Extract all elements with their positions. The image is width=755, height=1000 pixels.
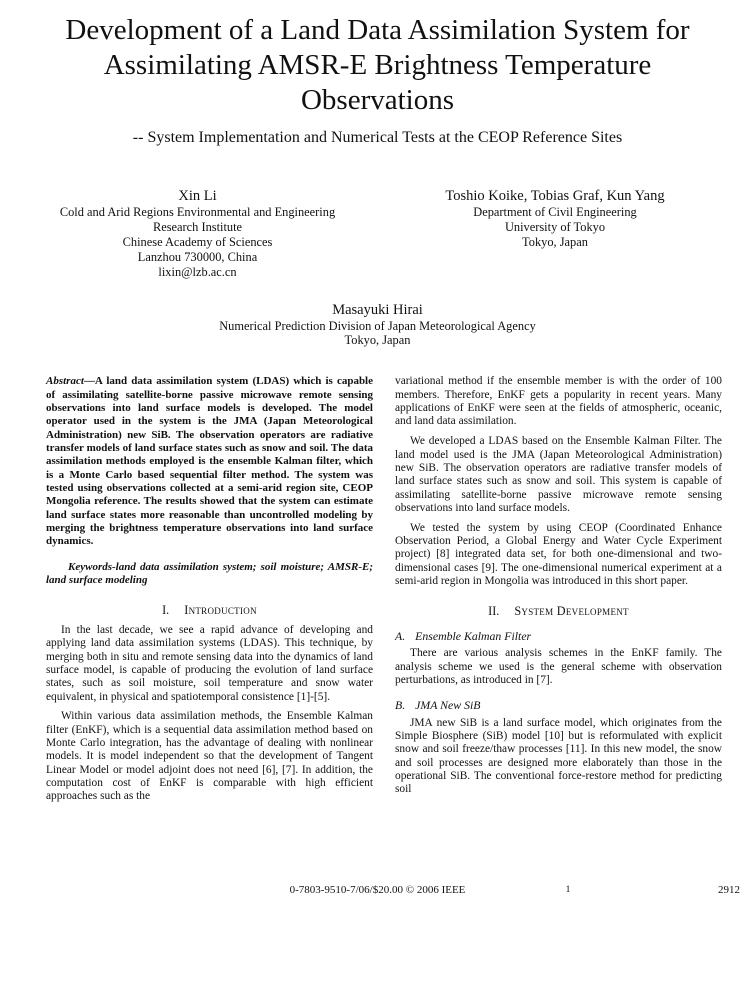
paragraph: We tested the system by using CEOP (Coordinated Enhance Observation Period, a Global Energy and Water Cycle Experiment project) [8] integrated data set, for both one-dimensional and two-dimensional cases [9]. The one-dimensional numerical experiment at a semi-arid region in Mongolia was introduced in this short paper. — [395, 521, 722, 588]
author-affiliation-line: Department of Civil Engineering — [473, 205, 637, 219]
author-name: Xin Li — [178, 188, 217, 204]
paragraph: variational method if the ensemble member is with the order of 100 members. Therefore, EnKF gets a popularity in recent years. Many applications of EnKF were seen at the fields of atmospheric, oceanic, and land data assimilation. — [395, 375, 722, 428]
paragraph: We developed a LDAS based on the Ensemble Kalman Filter. The land model used is the JMA (Japan Meteorological Administration) new SiB. The observation operators are radiative transfer models of land surface states such as snow and soil. This system is capable of assimilating satellite-borne passive microwave remote sensing observations into land surface models. — [395, 435, 722, 514]
author-affiliation-line: Cold and Arid Regions Environmental and Engineering — [59, 205, 336, 219]
section-number: II. — [488, 603, 500, 618]
abstract-label: Abstract — [46, 375, 84, 388]
author-affiliation-line: Lanzhou 730000, China — [137, 249, 258, 264]
column-left — [46, 375, 373, 803]
author-block-left — [0, 187, 375, 280]
section-title: Introduction — [184, 602, 257, 617]
author-affiliation-line: Research Institute — [152, 219, 243, 234]
body-columns — [0, 375, 755, 803]
abstract-text: —A land data assimilation system (LDAS) which is capable of assimilating satellite-borne passive microwave remote sensing observations into land surface models is developed. The model operator used in the system is the JMA (Japan Meteorological Administration) new SiB. The observation operators are radiative transfer models of land surface states such as snow and soil. The data assimilation methods employed is the ensemble Kalman filter, which is a Monte Carlo based sequential filter method. The system was tested using observations collected at a semi-arid region site, CEOP Mongolia reference. The results showed that the system can estimate land surface states more reasonable than uncontrolled modeling by merging the brightness temperature observations into land surface dynamics. — [46, 375, 373, 548]
author-affiliation-line: Chinese Academy of Sciences — [122, 234, 273, 249]
page-footer — [0, 884, 755, 900]
keywords-paragraph: Keywords-land data assimilation system; soil moisture; AMSR-E; land surface modeling — [46, 560, 373, 587]
column-right — [395, 375, 722, 803]
author-affiliation-line: Tokyo, Japan — [522, 234, 588, 249]
section-heading-introduction — [46, 604, 373, 617]
paragraph: Within various data assimilation methods, the Ensemble Kalman filter (EnKF), which is a sequential data assimilation method based on Monte Carlo integration, has the advantage of dealing with nonlinear models. It is model independent so that the development of Tangent Linear Model or model adjoint does not need [6], [7]. In addition, the computation cost of EnKF is comparable with high efficient approaches such as the — [46, 710, 373, 803]
subsection-number: A. — [395, 628, 406, 643]
author-block-right — [375, 187, 735, 280]
subsection-heading-b — [395, 699, 722, 712]
author-name: Masayuki Hirai — [332, 301, 423, 318]
footer-proceedings-page-number: 2912 — [718, 884, 740, 896]
footer-page-number: 1 — [565, 885, 571, 895]
section-title: System Development — [514, 603, 629, 618]
subsection-title: JMA New SiB — [415, 698, 481, 713]
subsection-number: B. — [395, 698, 406, 713]
authors-row — [0, 187, 755, 280]
subsection-heading-a — [395, 630, 722, 643]
abstract-paragraph — [46, 375, 373, 548]
author-block-center — [0, 301, 755, 349]
paragraph: In the last decade, we see a rapid advance of developing and applying land data assimilation systems (LDAS). This technique, by merging both in situ and remote sensing data into the dynamics of land surface model, is capable of producing the evolution of land surface states, such as soil moisture, soil temperature and snow water equivalent, in physical and spatiotemporal consistence [1]-[5]. — [46, 623, 373, 703]
author-affiliation-line: Numerical Prediction Division of Japan Meteorological Agency — [219, 318, 536, 333]
paper-title: Development of a Land Data Assimilation System for Assimilating AMSR-E Brightness Temperature Observations — [65, 14, 690, 116]
author-name: Toshio Koike, Tobias Graf, Kun Yang — [445, 188, 665, 204]
author-affiliation-line: University of Tokyo — [504, 219, 606, 234]
paragraph: JMA new SiB is a land surface model, which originates from the Simple Biosphere (SiB) model [10] but is reformulated with explicit snow and soil freeze/thaw processes [11]. In this new model, the snow and soil processes are designed more elaborately than those in the operational SiB. The conventional force-restore method for predicting soil — [395, 716, 722, 796]
footer-copyright: 0-7803-9510-7/06/$20.00 © 2006 IEEE — [289, 884, 466, 896]
subsection-title: Ensemble Kalman Filter — [415, 628, 532, 643]
section-number: I. — [162, 602, 170, 617]
paper-subtitle: -- System Implementation and Numerical Tests at the CEOP Reference Sites — [132, 129, 623, 146]
section-heading-system-development — [395, 605, 722, 618]
author-affiliation-line: Tokyo, Japan — [344, 333, 411, 348]
author-email: lixin@lzb.ac.cn — [158, 264, 237, 279]
paragraph: There are various analysis schemes in the EnKF family. The analysis scheme we used is the general scheme with observation perturbations, as introduced in [7]. — [395, 647, 722, 686]
